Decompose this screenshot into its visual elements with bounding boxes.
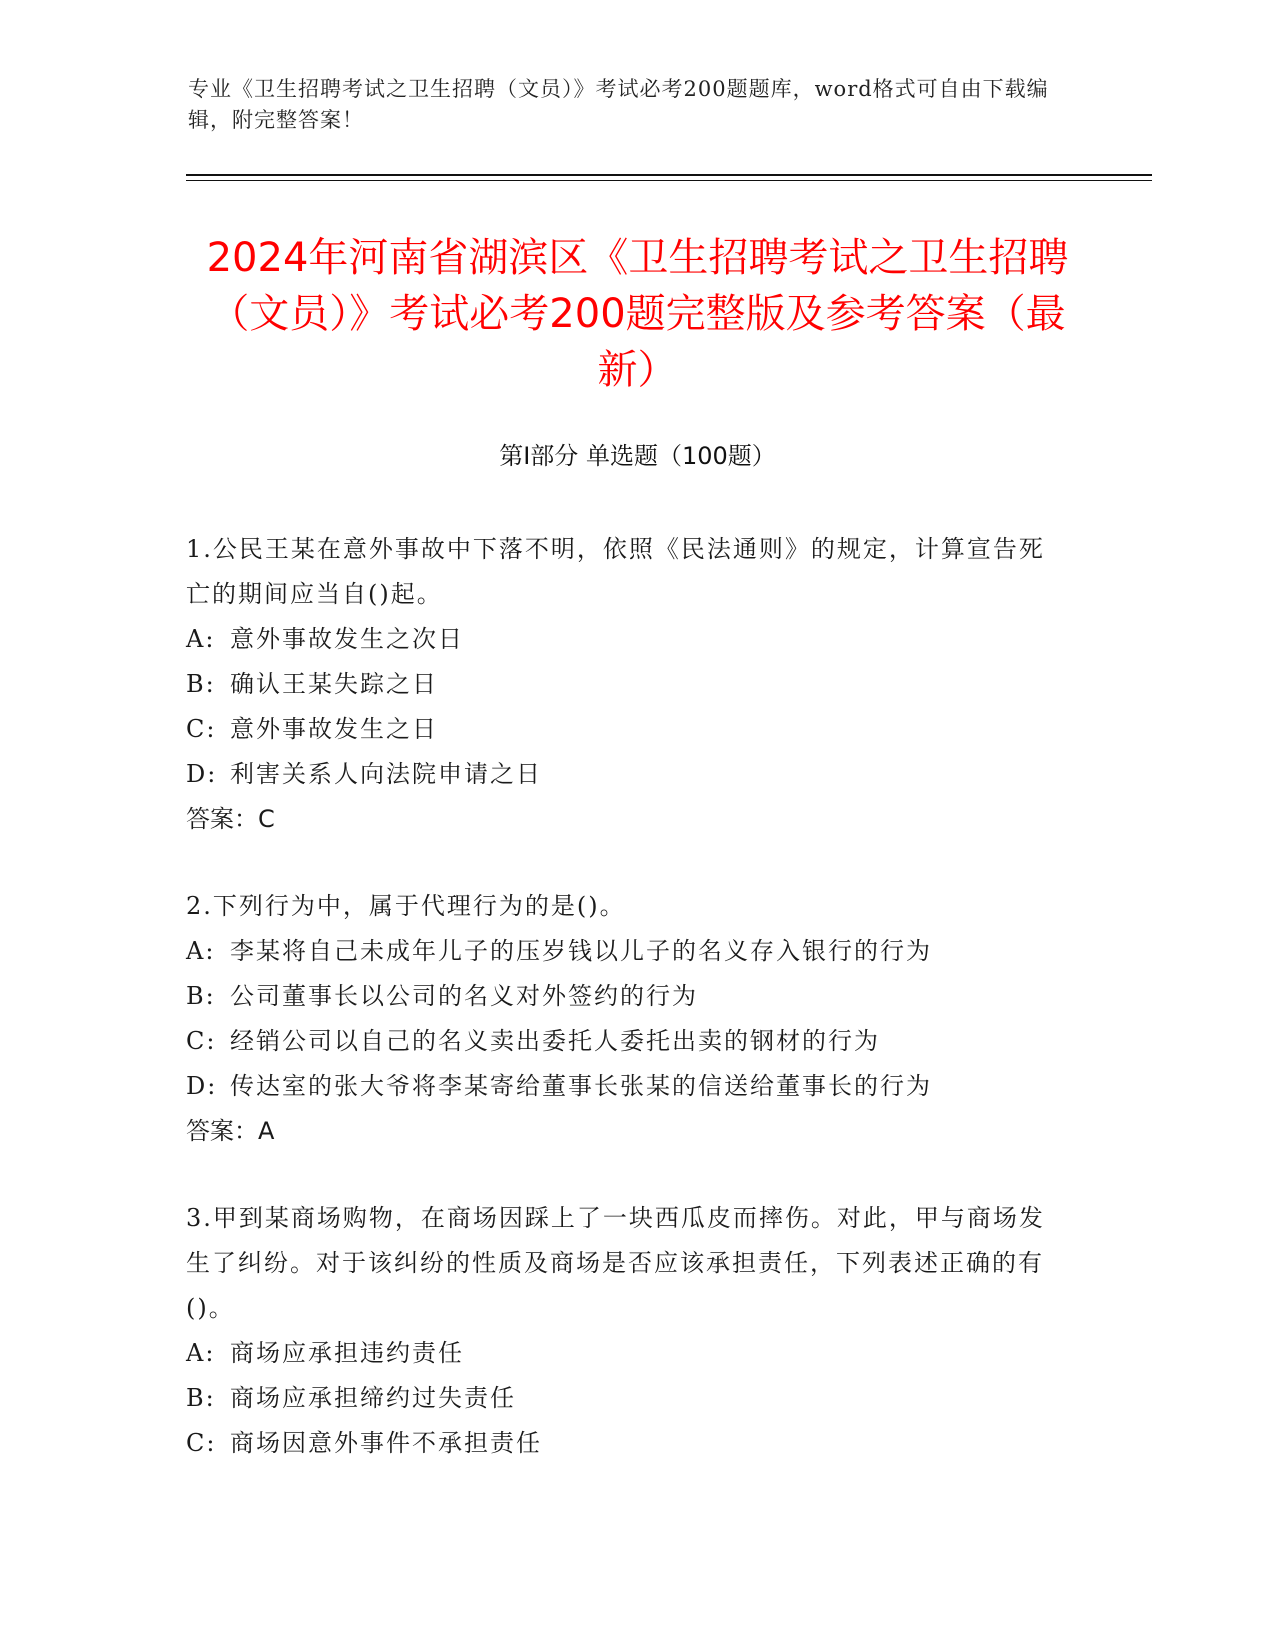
option-letter: C: bbox=[186, 715, 217, 743]
option-text: 传达室的张大爷将李某寄给董事长张某的信送给董事长的行为 bbox=[230, 1072, 932, 1100]
question-stem: 2.下列行为中，属于代理行为的是()。 bbox=[186, 892, 626, 920]
option-a bbox=[186, 1331, 1066, 1376]
answer-line: 答案：C bbox=[186, 805, 275, 833]
option-text: 经销公司以自己的名义卖出委托人委托出卖的钢材的行为 bbox=[230, 1027, 880, 1055]
question-2 bbox=[186, 884, 1066, 1154]
question-3 bbox=[186, 1196, 1066, 1466]
document-title: 2024年河南省湖滨区《卫生招聘考试之卫生招聘（文员）》考试必考200题完整版及参考答案（最新） bbox=[206, 235, 1069, 393]
option-b bbox=[186, 1376, 1066, 1421]
option-letter: D: bbox=[186, 760, 218, 788]
option-letter: A: bbox=[186, 1339, 216, 1367]
option-letter: D: bbox=[186, 1072, 218, 1100]
option-letter: B: bbox=[186, 1384, 216, 1412]
option-text: 利害关系人向法院申请之日 bbox=[230, 760, 542, 788]
answer-line: 答案：A bbox=[186, 1117, 275, 1145]
option-a bbox=[186, 617, 1066, 662]
option-b bbox=[186, 974, 1066, 1019]
header-divider-thick bbox=[186, 174, 1152, 176]
question-stem: 1.公民王某在意外事故中下落不明，依照《民法通则》的规定，计算宣告死亡的期间应当自()起。 bbox=[186, 535, 1045, 608]
option-c bbox=[186, 1019, 1066, 1064]
option-letter: C: bbox=[186, 1027, 217, 1055]
section-heading: 第I部分 单选题（100题） bbox=[499, 442, 776, 470]
option-text: 商场因意外事件不承担责任 bbox=[230, 1429, 542, 1457]
option-text: 公司董事长以公司的名义对外签约的行为 bbox=[230, 982, 698, 1010]
option-b bbox=[186, 662, 1066, 707]
option-text: 商场应承担违约责任 bbox=[230, 1339, 464, 1367]
option-c bbox=[186, 1421, 1066, 1466]
header-divider-thin bbox=[186, 180, 1152, 181]
option-text: 确认王某失踪之日 bbox=[230, 670, 438, 698]
option-letter: B: bbox=[186, 982, 216, 1010]
option-letter: C: bbox=[186, 1429, 217, 1457]
option-d bbox=[186, 752, 1066, 797]
option-d bbox=[186, 1064, 1066, 1109]
option-text: 意外事故发生之次日 bbox=[230, 625, 464, 653]
option-text: 李某将自己未成年儿子的压岁钱以儿子的名义存入银行的行为 bbox=[230, 937, 932, 965]
option-c bbox=[186, 707, 1066, 752]
question-list bbox=[186, 527, 1066, 1508]
question-1 bbox=[186, 527, 1066, 842]
option-a bbox=[186, 929, 1066, 974]
option-letter: A: bbox=[186, 625, 216, 653]
option-text: 商场应承担缔约过失责任 bbox=[230, 1384, 516, 1412]
option-letter: A: bbox=[186, 937, 216, 965]
option-text: 意外事故发生之日 bbox=[230, 715, 438, 743]
option-letter: B: bbox=[186, 670, 216, 698]
question-stem: 3.甲到某商场购物，在商场因踩上了一块西瓜皮而摔伤。对此，甲与商场发生了纠纷。对于该纠纷的性质及商场是否应该承担责任，下列表述正确的有()。 bbox=[186, 1204, 1045, 1322]
header-note: 专业《卫生招聘考试之卫生招聘（文员）》考试必考200题题库，word格式可自由下载编辑，附完整答案！ bbox=[188, 77, 1049, 132]
